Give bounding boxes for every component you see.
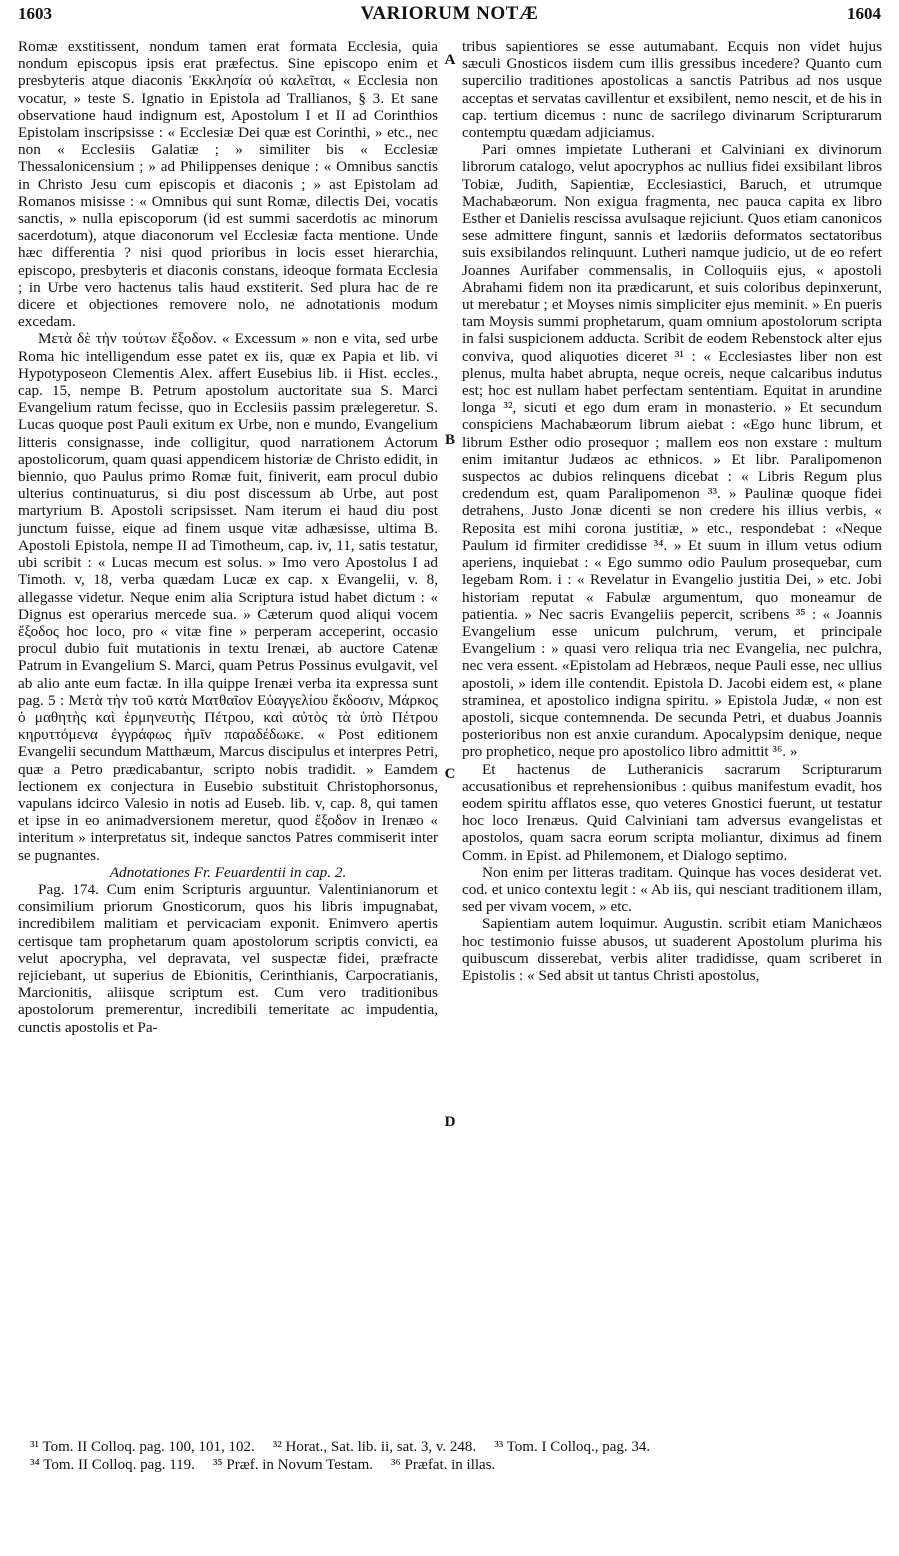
paragraph: Non enim per litteras traditam. Quinque has voces desiderat vet. cod. et unico contextu legit : « Ab iis, qui nesciant traditionem illam, sed per vivam vocem, » etc. <box>462 863 882 916</box>
margin-letter-b: B <box>444 432 455 448</box>
footnote: ³¹ Tom. II Colloq. pag. 100, 101, 102. <box>30 1439 255 1455</box>
footnote: ³⁴ Tom. II Colloq. pag. 119. <box>30 1457 195 1473</box>
paragraph: Pari omnes impietate Lutherani et Calviniani ex divinorum librorum catalogo, velut apocryphos ac nullius fidei exsibilant libros Tobiæ, Judith, Sapientiæ, Ecclesiastici, Baruch, et utrumque Machabæorum. Non exigua fragmenta, nec pauca capita ex libro Esther et Danielis rescissa avulsaque rejiciunt. Quos etiam canonicos sese admittere fingunt, sannis et lædoriis deformatos sectatoribus suis exsibilandos relinquunt. Lutheri namque judicio, ut de eo refert Joannes Aurifaber commensalis, in Colloquiis ejus, « apostoli Abrahami fidem non ita prædicarunt, et suis coloribus depinxerunt, ut merebatur ; et Moyses nimis simpliciter ejus meminit. » En pueris tam Moysis summi prophetarum, quam omnium apostolorum scripta in falsi suspicionem adducta. Scribit de eodem Rebenstock alter ejus conviva, quod aliquoties diceret ³¹ : « Ecclesiastes liber non est plenus, multa habet abrupta, neque ocreis, neque calcaribus indutus est; hoc est nullam habet perfectam sententiam. Equitat in arundine longa ³², sicuti et ego dum eram in monasterio. » Et secundum conspiciens Machabæorum librum aiebat : «Ego hunc librum, et librum Esther odio prosequor ; mallem eos non exstare : multum enim imitantur Judæos ac ethnicos. » Et libr. Paralipomenon suspectos ac dubios relinquens dicebat : « Libris Regum plus credendum est, quam Paralipomenon ³³. » Paulinæ quoque fidei detrahens, Justo Jonæ dicenti se non credere his illius verbis, « Reposita est mihi corona justitiæ, » etc., respondebat : «Neque Paulum id firmiter credidisse ³⁴. » Et suum in illum vetus odium aperiens, inquiebat : « Ego summo odio Paulum prosequebar, cum legebam Rom. i : « Revelatur in Evangelio justitia Dei, » etc. Jobi historiam reputat « Fabulæ argumentum, quo moneamur de patientia. » Nec sacris Evangeliis pepercit, scribens ³⁵ : « Joannis Evangelium esse unicum pulchrum, verum, et principale Evangelium : » quasi vero reliqua tria nec Evangelia, nec pulchra, nec vera essent. «Epistolam ad Hebræos, neque Pauli esse, nec ullius apostoli, » idem ille contendit. Epistola D. Jacobi eidem est, « plane straminea, et apostolico indigna spiritu. » Epistola Judæ, « non est apostoli, sicque contemnenda. De secunda Petri, et duabus Joannis posterioribus non est anxie curandum. Apocalypsim denique, neque pro prophetico, neque pro apostolico libro admittit ³⁶. » <box>462 141 882 761</box>
right-page-number: 1604 <box>847 4 881 23</box>
page-header <box>18 3 881 31</box>
paragraph: Μετὰ δὲ τὴν τούτων ἔξοδον. « Excessum » non e vita, sed urbe Roma hic intelligendum esse patet ex iis, quæ ex Papia et lib. vi Hypotyposeon Clementis Alex. affert Eusebius lib. ii Hist. eccles., cap. 15, nempe B. Petrum apostolum auctoritate sua S. Marci Evangelium ratum fecisse, quo in Ecclesiis passim prælegeretur. S. Lucas quoque post Pauli exitum ex Urbe, non e mundo, Evangelium litteris consignasse, inde colligitur, quod narrationem Actorum apostolicorum, quam quasi appendicem historiæ de Christo edidit, in biennio, quo Paulus primo Romæ fuit, finiverit, eam procul dubio ulterius continuaturus, si diu post discessum ab Urbe, aut post martyrium B. Apostoli scripsisset. Nam iterum ei haud diu post junctum fuisse, eique ad finem usque vitæ adhæsisse, ultima B. Apostoli Epistola, nempe II ad Timotheum, cap. iv, 11, satis testatur, ubi scribit : « Lucas mecum est solus. » Imo vero Apostolus I ad Timoth. v, 18, verba quædam Lucæ ex cap. x Evangelii, v. 8, allegasse videtur. Neque enim alia Scriptura istud habet dictum : « Dignus est operarius mercede sua. » Cæterum quod aliqui vocem ἔξοδος hoc loco, pro « vitæ fine » perperam acceperint, occasio procul dubio fuit mutationis in textu Irenæi, ab auctore Catenæ Patrum in Evangelium S. Marci, quam Petrus Possinus evulgavit, vel ab alio ante eum factæ. In illa quippe Irenæi verba ita expressa sunt pag. 5 : Μετὰ τὴν τοῦ κατὰ Ματθαῖον Εὐαγγελίου ἔκδοσιν, Μάρκος ὁ μαθητὴς καὶ ἑρμηνευτὴς Πέτρου, καὶ αὐτὸς τὰ ὑπὸ Πέτρου κηρυττόμενα ἐγγράφως ἡμῖν παραδέδωκε. « Post editionem Evangelii secundum Matthæum, Marcus discipulus et interpres Petri, quæ a Petro prædicabantur, scripto nobis tradidit. » Eamdem lectionem ex conjectura in Eusebio substituit Christophorsonus, vapulans idcirco Valesio in notis ad Euseb. lib. v, cap. 8, qui tamen et ipse in eo animadversionem meretur, quod ἔξοδον in Irenæo « interitum » interpretatus sit, indeque sanctos Patres commiserit inter se pugnantes. <box>18 330 438 864</box>
margin-letter-d: D <box>444 1114 456 1130</box>
footnote-line <box>30 1456 880 1474</box>
footnote: ³⁵ Præf. in Novum Testam. <box>212 1457 373 1473</box>
footnote: ³² Horat., Sat. lib. ii, sat. 3, v. 248. <box>272 1439 477 1455</box>
footnote: ³⁶ Præfat. in illas. <box>391 1457 496 1473</box>
paragraph: Pag. 174. Cum enim Scripturis arguuntur. Valentinianorum et consimilium priorum Gnosticorum, quos his libris impugnabat, incredibilem malitiam et pervicaciam exponit. Enimvero apertis certisque tam prophetarum quam apostolorum scriptis convicti, ea velut apocrypha, vel depravata, vel suspectæ fidei, præfracte rejiciebant, ut superius de Ebionitis, Cerinthianis, Carpocratianis, Marcionitis, aliisque scriptum est. Cum vero traditionibus apostolorum premerentur, incredibili temeritate ac impudentia, cunctis apostolis et Pa- <box>18 880 438 1036</box>
paragraph: tribus sapientiores se esse autumabant. Ecquis non videt hujus sæculi Gnosticos iisdem cum illis gressibus incedere? Quanto cum supercilio traditiones apostolicas a sanctis Patribus ad nos usque acceptas et servatas cavillentur et exsibilent, nemo nescit, et de his in cap. tertium dicemus : nunc de sacrilego divinarum Scripturarum contemptu quædam adjiciamus. <box>462 38 882 142</box>
paragraph: Sapientiam autem loquimur. Augustin. scribit etiam Manichæos hoc testimonio fuisse abusos, ut suaderent Apostolum plurima his quibuscum disserebat, verbis aliter tradidisse, quam scriberet in Epistolis : « Sed absit ut tantus Christi apostolus, <box>462 915 882 984</box>
paragraph: Romæ exstitissent, nondum tamen erat formata Ecclesia, quia nondum episcopus ipsis erat præfectus. Sine episcopo enim et presbyteris atque diaconis Ἐκκλησία οὐ καλεῖται, « Ecclesia non vocatur, » teste S. Ignatio in Epistola ad Trallianos, § 3. Et sane observatione haud indignum est, Apostolum I et II ad Corinthios Epistolam inscripsisse : « Ecclesiæ Dei quæ est Corinthi, » etc., nec non « Ecclesiis Galatiæ ; » similiter bis « Ecclesiæ Thessalonicensium ; » ad Philippenses denique : « Omnibus sanctis in Christo Jesu cum episcopis et diaconis ; » ast Epistolam ad Romanos misisse : « Omnibus qui sunt Romæ, dilectis Dei, vocatis sanctis, » nulla episcoporum (id est summi sacerdotis ac minorum sacerdotum), atque diaconorum vel Ecclesiæ facta mentione. Unde hæc differentia ? nisi quod prioribus in locis esset hierarchia, episcopo, presbyteris et diaconis constans, ideoque formata Ecclesia ; in Urbe vero hactenus talis haud exstiterit. Sed plura hac de re dicere et objectiones removere nolo, ne adnotationis modum excedam. <box>18 38 438 331</box>
left-column <box>18 38 438 1036</box>
footnotes <box>30 1438 880 1474</box>
paragraph: Et hactenus de Lutheranicis sacrarum Scripturarum accusationibus et reprehensionibus : quibus manifestum evadit, hos eodem spiritu afflatos esse, quo veteres Gnostici fuerunt, ut testatur hoc loco Irenæus. Quid Calviniani tam adversus evangelistas et apostolos, quam sacra eorum scripta moliantur, diximus ad finem Comm. in Epist. ad Philemonem, et Dialogo septimo. <box>462 760 882 864</box>
margin-letter-a: A <box>444 52 456 68</box>
right-column <box>462 38 882 984</box>
running-title: VARIORUM NOTÆ <box>360 3 539 24</box>
margin-letter-c: C <box>444 766 456 782</box>
footnote: ³³ Tom. I Colloq., pag. 34. <box>494 1439 651 1455</box>
section-heading: Adnotationes Fr. Feuardentii in cap. 2. <box>109 863 347 881</box>
left-page-number: 1603 <box>18 4 52 23</box>
footnote-line <box>30 1438 880 1456</box>
